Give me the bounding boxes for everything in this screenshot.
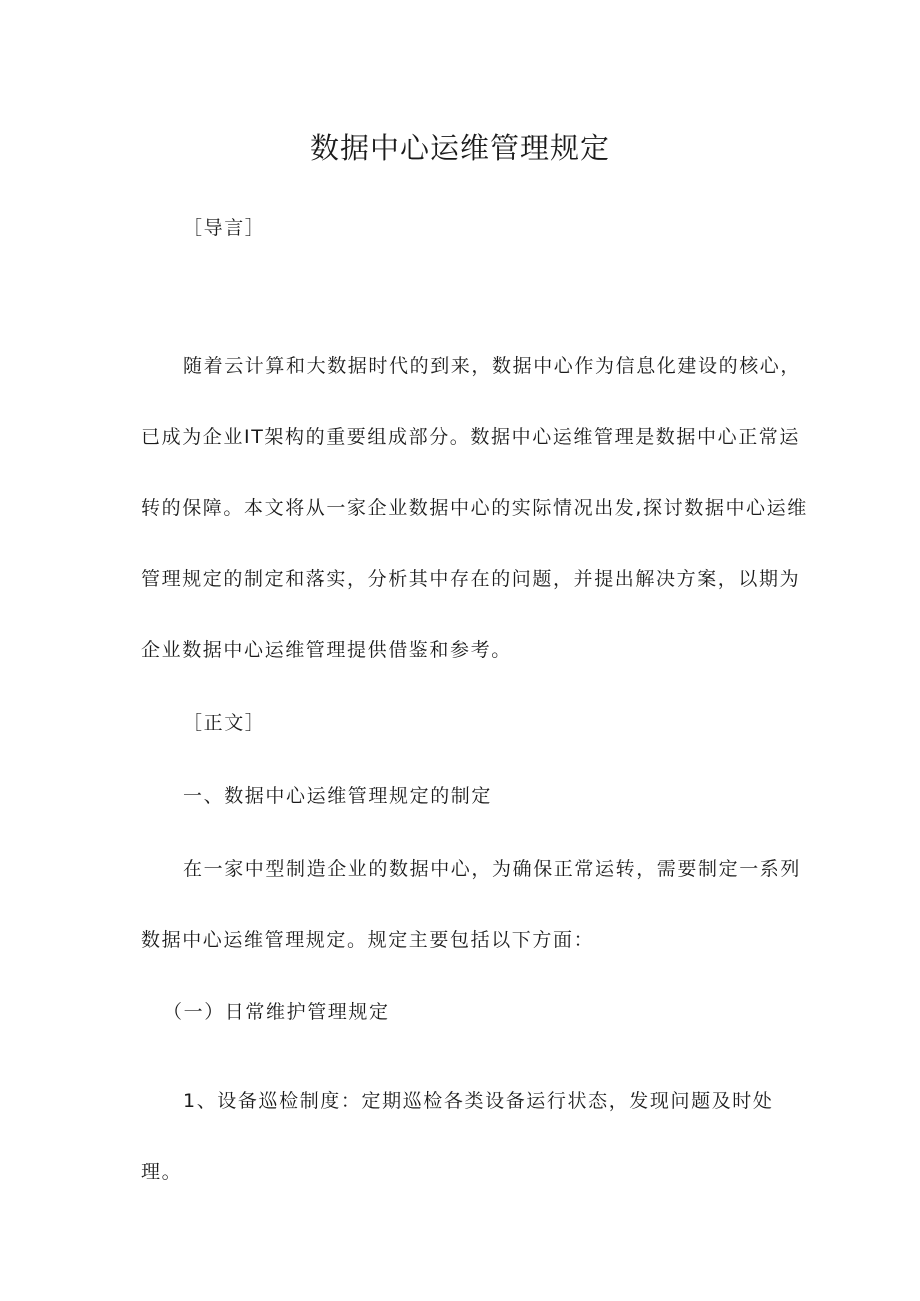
section-heading: 一、数据中心运维管理规定的制定	[183, 785, 493, 807]
paragraph-line: 企业数据中心运维管理提供借鉴和参考。	[141, 639, 512, 661]
paragraph-line: 已成为企业IT架构的重要组成部分。数据中心运维管理是数据中心正常运	[141, 426, 801, 448]
document-title: 数据中心运维管理规定	[309, 131, 610, 165]
paragraph-line: 数据中心运维管理规定。规定主要包括以下方面：	[141, 929, 595, 951]
paragraph-line: 在一家中型制造企业的数据中心，为确保正常运转，需要制定一系列	[183, 858, 802, 880]
paragraph-line: 随着云计算和大数据时代的到来，数据中心作为信息化建设的核心，	[183, 355, 802, 377]
body-heading: ［正文］	[183, 712, 266, 734]
subsection-heading: （一）日常维护管理规定	[163, 1001, 390, 1023]
list-item-continuation: 理。	[141, 1161, 183, 1183]
intro-heading: ［导言］	[183, 217, 266, 239]
list-item: 1、设备巡检制度：定期巡检各类设备运行状态，发现问题及时处	[183, 1090, 774, 1112]
paragraph-line: 转的保障。本文将从一家企业数据中心的实际情况出发,探讨数据中心运维	[141, 497, 808, 519]
paragraph-line: 管理规定的制定和落实，分析其中存在的问题，并提出解决方案，以期为	[141, 568, 801, 590]
